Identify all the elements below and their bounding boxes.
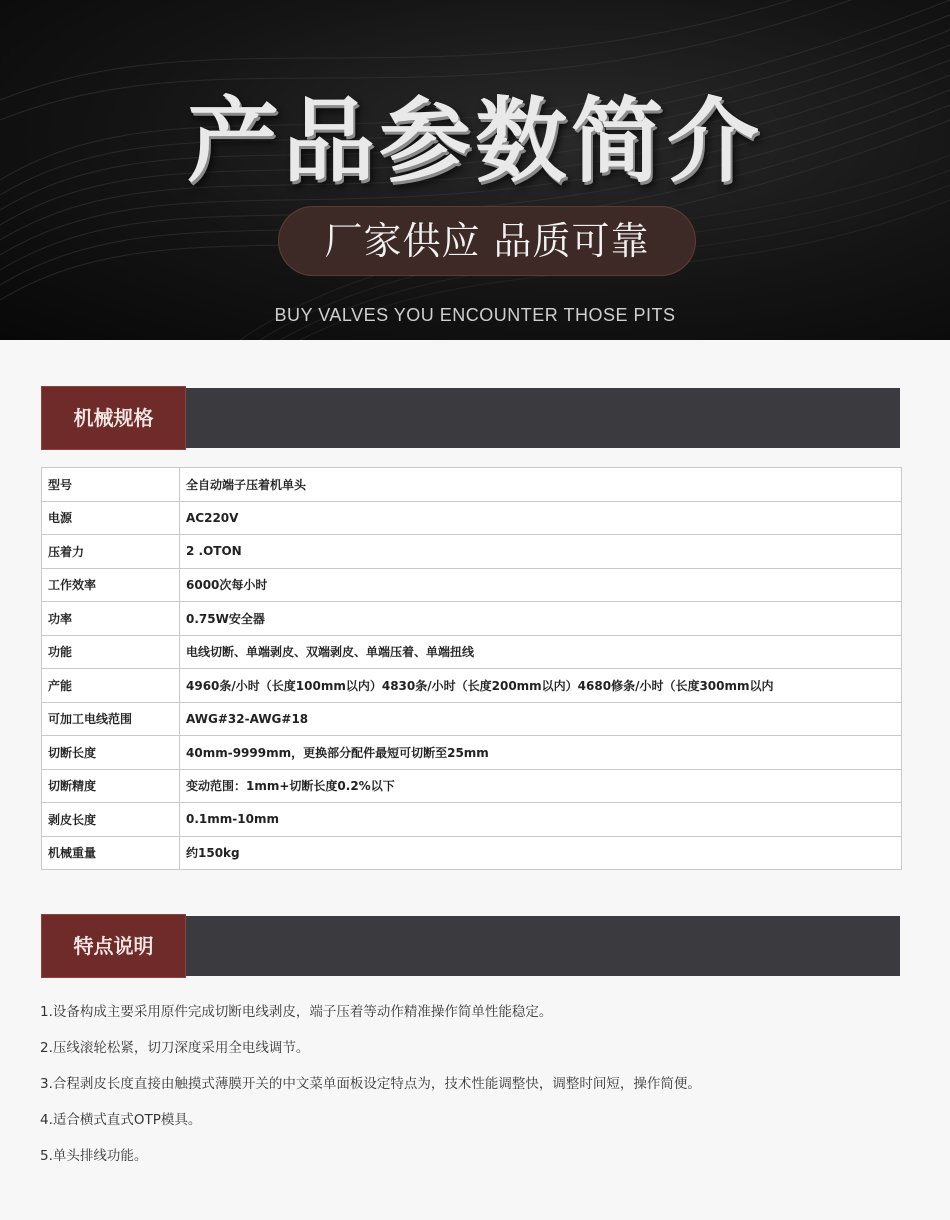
spec-key: 切断长度 — [42, 736, 180, 770]
table-row — [42, 501, 902, 535]
banner-title: 产品参数简介 — [186, 88, 763, 195]
feature-list — [40, 1000, 920, 1180]
spec-key: 电源 — [42, 501, 180, 535]
table-row — [42, 736, 902, 770]
spec-value: 6000次每小时 — [180, 568, 902, 602]
spec-value: AC220V — [180, 501, 902, 535]
table-row — [42, 468, 902, 502]
spec-key: 产能 — [42, 669, 180, 703]
spec-value: 40mm-9999mm，更换部分配件最短可切断至25mm — [180, 736, 902, 770]
spec-value: 0.75W安全器 — [180, 602, 902, 636]
list-item: 5.单头排线功能。 — [40, 1148, 148, 1164]
table-row — [42, 836, 902, 870]
spec-value: 2 .OTON — [180, 535, 902, 569]
list-item: 4.适合横式直式OTP模具。 — [40, 1112, 202, 1128]
spec-key: 功能 — [42, 635, 180, 669]
table-row — [42, 535, 902, 569]
spec-value: 电线切断、单端剥皮、双端剥皮、单端压着、单端扭线 — [180, 635, 902, 669]
list-item: 3.合程剥皮长度直接由触摸式薄膜开关的中文菜单面板设定特点为，技术性能调整快，调整时间短，操作简便。 — [40, 1076, 701, 1092]
spec-value: 变动范围：1mm+切断长度0.2%以下 — [180, 769, 902, 803]
table-row — [42, 635, 902, 669]
spec-key: 剥皮长度 — [42, 803, 180, 837]
specs-heading: 机械规格 — [41, 386, 186, 450]
spec-value: 4960条/小时（长度100mm以内）4830条/小时（长度200mm以内）4680修条/小时（长度300mm以内 — [180, 669, 902, 703]
table-row — [42, 702, 902, 736]
features-heading: 特点说明 — [41, 914, 186, 978]
spec-value: AWG#32-AWG#18 — [180, 702, 902, 736]
table-row — [42, 602, 902, 636]
spec-value: 0.1mm-10mm — [180, 803, 902, 837]
table-row — [42, 669, 902, 703]
list-item: 2.压线滚轮松紧，切刀深度采用全电线调节。 — [40, 1040, 310, 1056]
table-row — [42, 769, 902, 803]
table-row — [42, 803, 902, 837]
spec-key: 型号 — [42, 468, 180, 502]
spec-key: 功率 — [42, 602, 180, 636]
spec-value: 约150kg — [180, 836, 902, 870]
list-item: 1.设备构成主要采用原件完成切断电线剥皮，端子压着等动作精准操作简单性能稳定。 — [40, 1004, 553, 1020]
table-row — [42, 568, 902, 602]
banner-subtitle: BUY VALVES YOU ENCOUNTER THOSE PITS — [274, 305, 676, 325]
spec-value: 全自动端子压着机单头 — [180, 468, 902, 502]
spec-key: 可加工电线范围 — [42, 702, 180, 736]
banner-pill: 厂家供应 品质可靠 — [278, 206, 696, 276]
spec-key: 工作效率 — [42, 568, 180, 602]
spec-key: 机械重量 — [42, 836, 180, 870]
hero-banner — [0, 0, 950, 340]
spec-key: 切断精度 — [42, 769, 180, 803]
spec-table — [41, 467, 902, 870]
spec-key: 压着力 — [42, 535, 180, 569]
